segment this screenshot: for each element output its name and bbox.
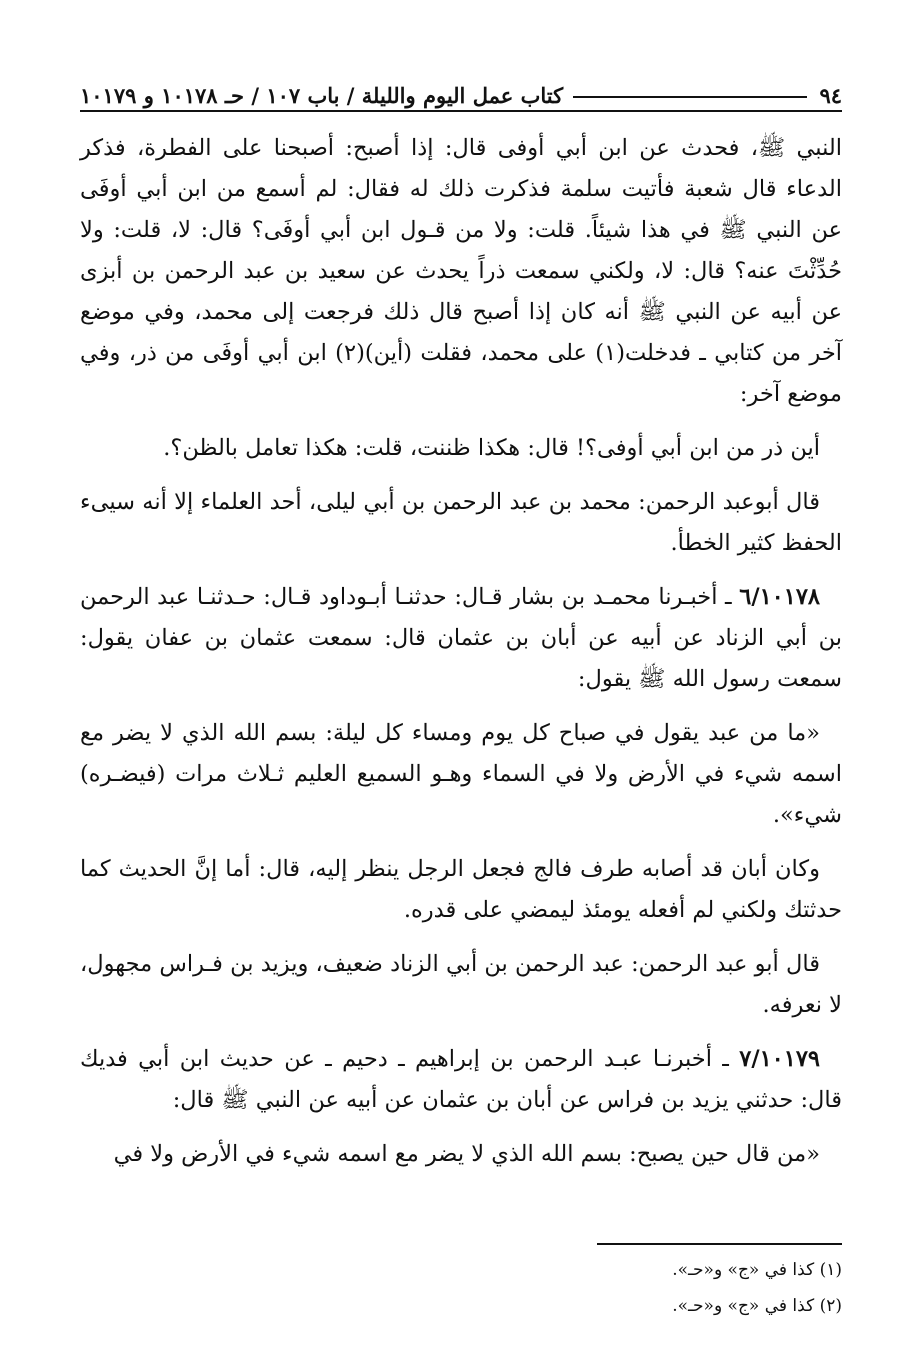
running-title: كتاب عمل اليوم والليلة / باب ١٠٧ / حـ ١٠١٧٨ و ١٠١٧٩ bbox=[80, 83, 564, 108]
footnote-2: (٢) كذا في «ج» و«حـ». bbox=[672, 1296, 842, 1316]
paragraph-6: وكان أبان قد أصابه طرف فالج فجعل الرجل ينظر إليه، قال: أما إنَّ الحديث كما حدثتك ولكني لم أفعله يومئذ ليمضي على قدره. bbox=[80, 856, 842, 923]
page-number: ٩٤ bbox=[819, 83, 842, 108]
paragraph-9: «من قال حين يصبح: بسم الله الذي لا يضر مع اسمه شيء في الأرض ولا في bbox=[113, 1141, 820, 1167]
paragraph-1: النبي ﷺ، فحدث عن ابن أبي أوفى قال: إذا أصبح: أصبحنا على الفطرة، فذكر الدعاء قال شعبة فأتيت سلمة فذكرت ذلك له فقال: لم أسمع من ابن أبي أوفَى عن النبي ﷺ في هذا شيئاً. قلت: ولا من قـول ابن أبي أوفَى؟ قال: لا، قلت: ولا حُدِّثْتَ عنه؟ قال: لا، ولكني سمعت ذراً يحدث عن سعيد بن عبد الرحمن بن أبزى عن أبيه عن النبي ﷺ أنه كان إذا أصبح قال ذلك فرجعت إلى محمد، وفي موضع آخر من كتابي ـ فدخلت(١) على محمد، فقلت (أين)(٢) ابن أبي أوفَى من ذر، وفي موضع آخر: bbox=[80, 135, 843, 407]
hadith-10178 bbox=[80, 577, 842, 700]
header-underline bbox=[80, 110, 842, 112]
page-header bbox=[80, 72, 842, 108]
hadith-text: ـ أخبرنـا عبـد الرحمن بن إبراهيم ـ دحيم ـ عن حديث ابن أبي فديك قال: حدثني يزيد بن فراس عن أبان بن عثمان عن أبيه عن النبي ﷺ قال: bbox=[80, 1046, 842, 1113]
paragraph-2: أين ذر من ابن أبي أوفى؟! قال: هكذا ظننت، قلت: هكذا تعامل بالظن؟. bbox=[163, 435, 820, 461]
header-rule bbox=[573, 96, 807, 98]
hadith-number: ٧/١٠١٧٩ bbox=[739, 1046, 820, 1072]
hadith-number: ٦/١٠١٧٨ bbox=[739, 584, 820, 610]
footnotes bbox=[80, 1252, 842, 1324]
footnote-rule bbox=[597, 1243, 842, 1245]
hadith-10179 bbox=[80, 1039, 842, 1121]
paragraph-7: قال أبو عبد الرحمن: عبد الرحمن بن أبي الزناد ضعيف، ويزيد بن فـراس مجهول، لا نعرفه. bbox=[80, 951, 842, 1018]
main-text bbox=[80, 128, 842, 1188]
paragraph-3: قال أبوعبد الرحمن: محمد بن عبد الرحمن بن أبي ليلى، أحد العلماء إلا أنه سيىء الحفظ كثير الخطأ. bbox=[80, 489, 842, 556]
hadith-text: ـ أخبـرنا محمـد بن بشار قـال: حدثنـا أبـوداود قـال: حـدثنـا عبد الرحمن بن أبي الزناد عن أبيه عن أبان بن عثمان قال: سمعت عثمان بن عفان يقول: سمعت رسول الله ﷺ يقول: bbox=[80, 584, 842, 692]
paragraph-5: «ما من عبد يقول في صباح كل يوم ومساء كل ليلة: بسم الله الذي لا يضر مع اسمه شيء في الأرض ولا في السماء وهـو السميع العليم ثـلاث مرات (فيضـره) شيء». bbox=[80, 720, 842, 828]
footnote-1: (١) كذا في «ج» و«حـ». bbox=[672, 1260, 842, 1280]
